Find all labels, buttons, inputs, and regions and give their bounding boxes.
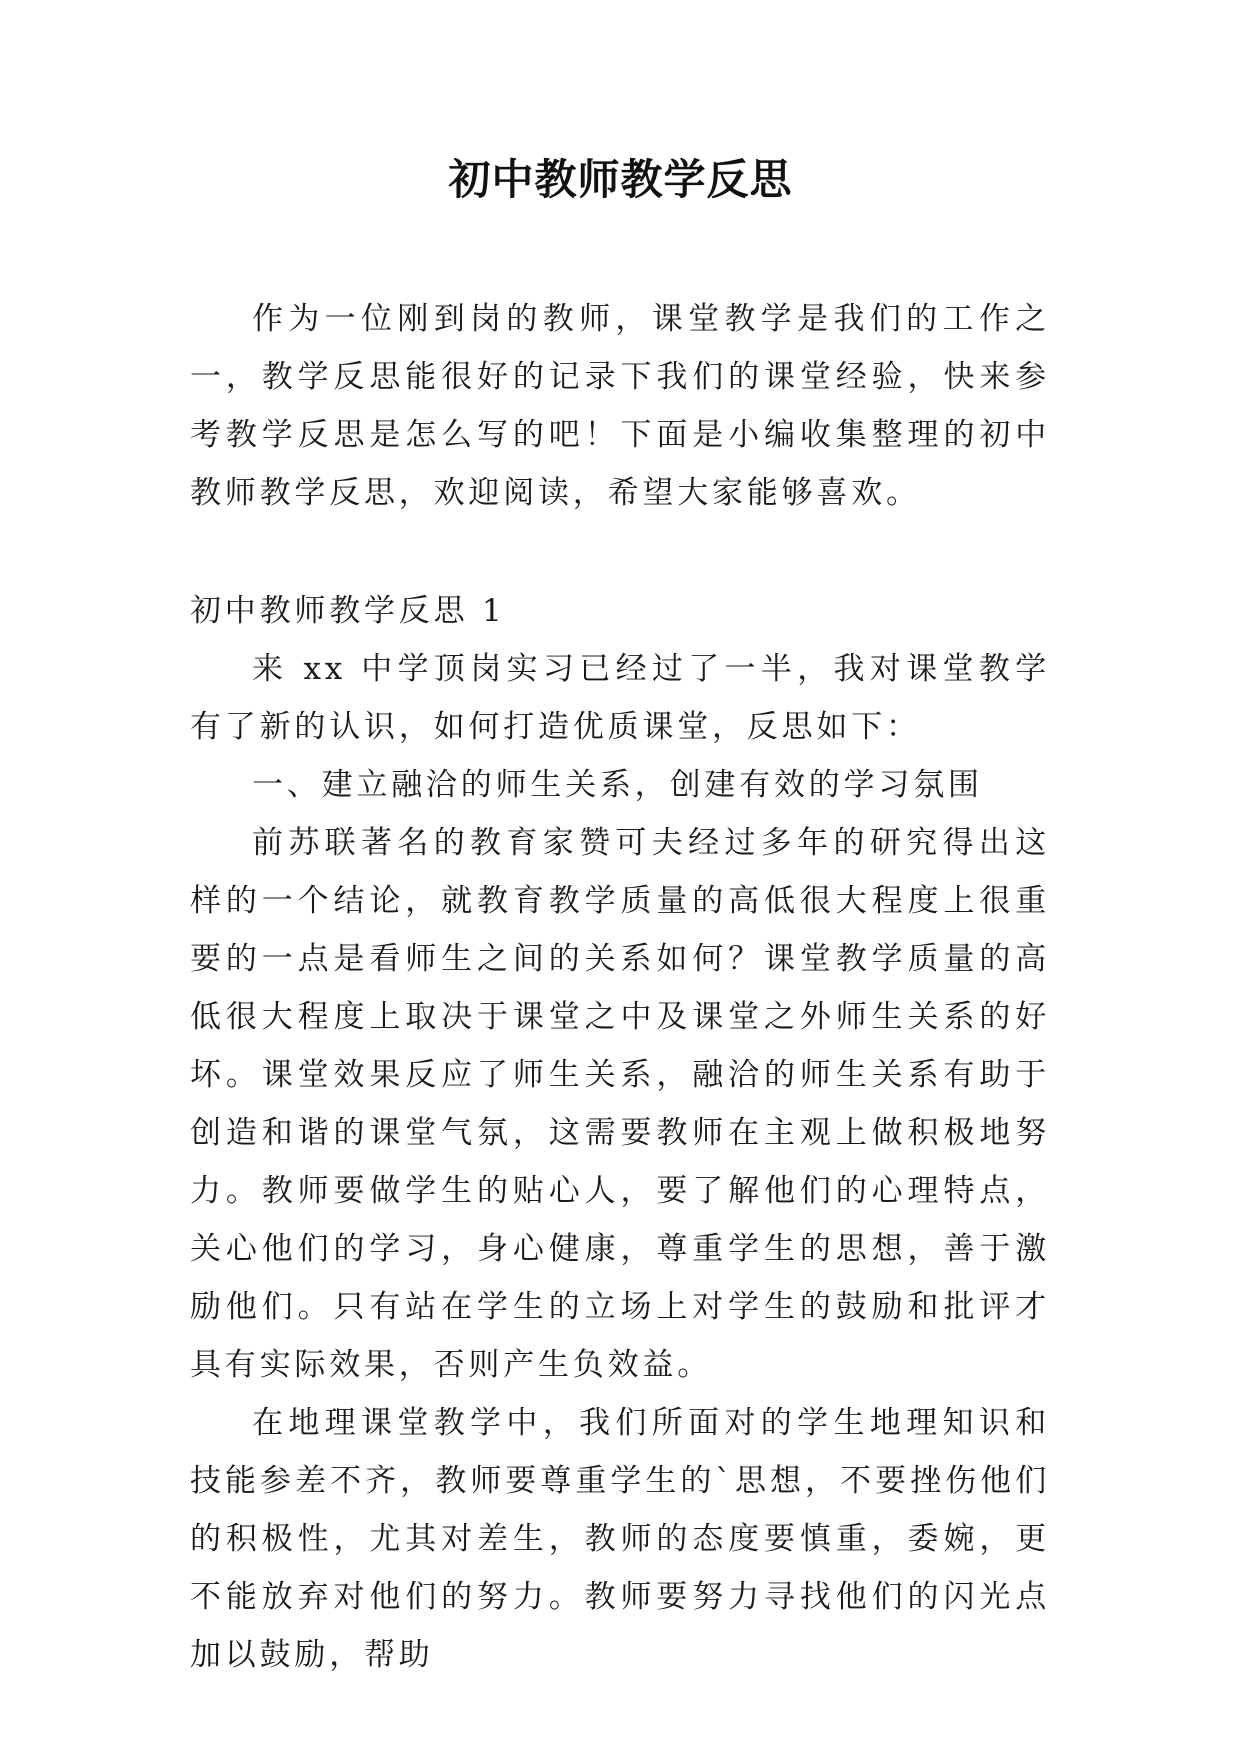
body-paragraph: 前苏联著名的教育家赞可夫经过多年的研究得出这样的一个结论，就教育教学质量的高低很大程度上很重要的一点是看师生之间的关系如何？课堂教学质量的高低很大程度上取决于课堂之中及课堂之外师生关系的好坏。课堂效果反应了师生关系，融洽的师生关系有助于创造和谐的课堂气氛，这需要教师在主观上做积极地努力。教师要做学生的贴心人，要了解他们的心理特点，关心他们的学习，身心健康，尊重学生的思想，善于激励他们。只有站在学生的立场上对学生的鼓励和批评才具有实际效果，否则产生负效益。 [190,825,1050,1383]
subheading-paragraph: 一、建立融洽的师生关系，创建有效的学习氛围 [252,767,983,803]
body-paragraph: 在地理课堂教学中，我们所面对的学生地理知识和技能参差不齐，教师要尊重学生的`思想，不要挫伤他们的积极性，尤其对差生，教师的态度要慎重，委婉，更不能放弃对他们的努力。教师要努力寻找他们的闪光点加以鼓励，帮助 [190,1405,1050,1673]
document-body [190,290,1050,1684]
intro-paragraph: 作为一位刚到岗的教师，课堂教学是我们的工作之一，教学反思能很好的记录下我们的课堂经验，快来参考教学反思是怎么写的吧！下面是小编收集整理的初中教师教学反思，欢迎阅读，希望大家能够喜欢。 [190,301,1050,511]
section-heading: 初中教师教学反思 1 [190,593,506,629]
body-paragraph: 来 xx 中学顶岗实习已经过了一半，我对课堂教学有了新的认识，如何打造优质课堂，反思如下： [190,651,1050,745]
document-title: 初中教师教学反思 [448,155,793,204]
